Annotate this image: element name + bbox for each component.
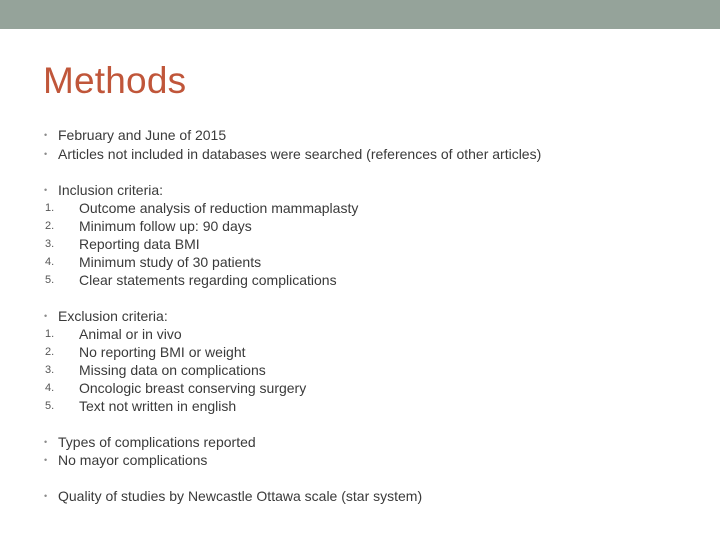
bullet-text: Inclusion criteria: bbox=[58, 182, 164, 198]
bullet-text: Exclusion criteria: bbox=[58, 308, 168, 324]
bullet-text: Quality of studies by Newcastle Ottawa scale (star system) bbox=[58, 488, 423, 504]
item-text: Oncologic breast conserving surgery bbox=[79, 380, 307, 396]
item-text: Animal or in vivo bbox=[79, 326, 182, 342]
item-number: 3. bbox=[45, 238, 55, 250]
slide-title: Methods bbox=[43, 60, 187, 101]
bullet-dot-icon: • bbox=[44, 130, 48, 140]
item-text: No reporting BMI or weight bbox=[79, 344, 246, 360]
bullet-text: Articles not included in databases were searched (references of other articles) bbox=[58, 146, 542, 162]
bullet-dot-icon: • bbox=[44, 455, 48, 465]
top-accent-bar bbox=[0, 0, 720, 29]
item-number: 4. bbox=[45, 256, 55, 268]
item-text: Clear statements regarding complications bbox=[79, 272, 337, 288]
bullet-dot-icon: • bbox=[44, 491, 48, 501]
item-text: Minimum follow up: 90 days bbox=[79, 218, 252, 234]
item-text: Minimum study of 30 patients bbox=[79, 254, 262, 270]
item-number: 5. bbox=[45, 274, 55, 286]
item-number: 2. bbox=[45, 220, 55, 232]
bullet-text: February and June of 2015 bbox=[58, 127, 227, 143]
bullet-text: No mayor complications bbox=[58, 452, 208, 468]
bullet-text: Types of complications reported bbox=[58, 434, 256, 450]
bullet-dot-icon: • bbox=[44, 185, 48, 195]
item-number: 1. bbox=[45, 202, 55, 214]
item-number: 2. bbox=[45, 346, 55, 358]
item-text: Text not written in english bbox=[79, 398, 237, 414]
item-text: Missing data on complications bbox=[79, 362, 266, 378]
item-text: Outcome analysis of reduction mammaplasty bbox=[79, 200, 359, 216]
item-text: Reporting data BMI bbox=[79, 236, 200, 252]
item-number: 4. bbox=[45, 382, 55, 394]
bullet-dot-icon: • bbox=[44, 437, 48, 447]
item-number: 5. bbox=[45, 400, 55, 412]
bullet-dot-icon: • bbox=[44, 311, 48, 321]
bullet-dot-icon: • bbox=[44, 149, 48, 159]
item-number: 3. bbox=[45, 364, 55, 376]
item-number: 1. bbox=[45, 328, 55, 340]
